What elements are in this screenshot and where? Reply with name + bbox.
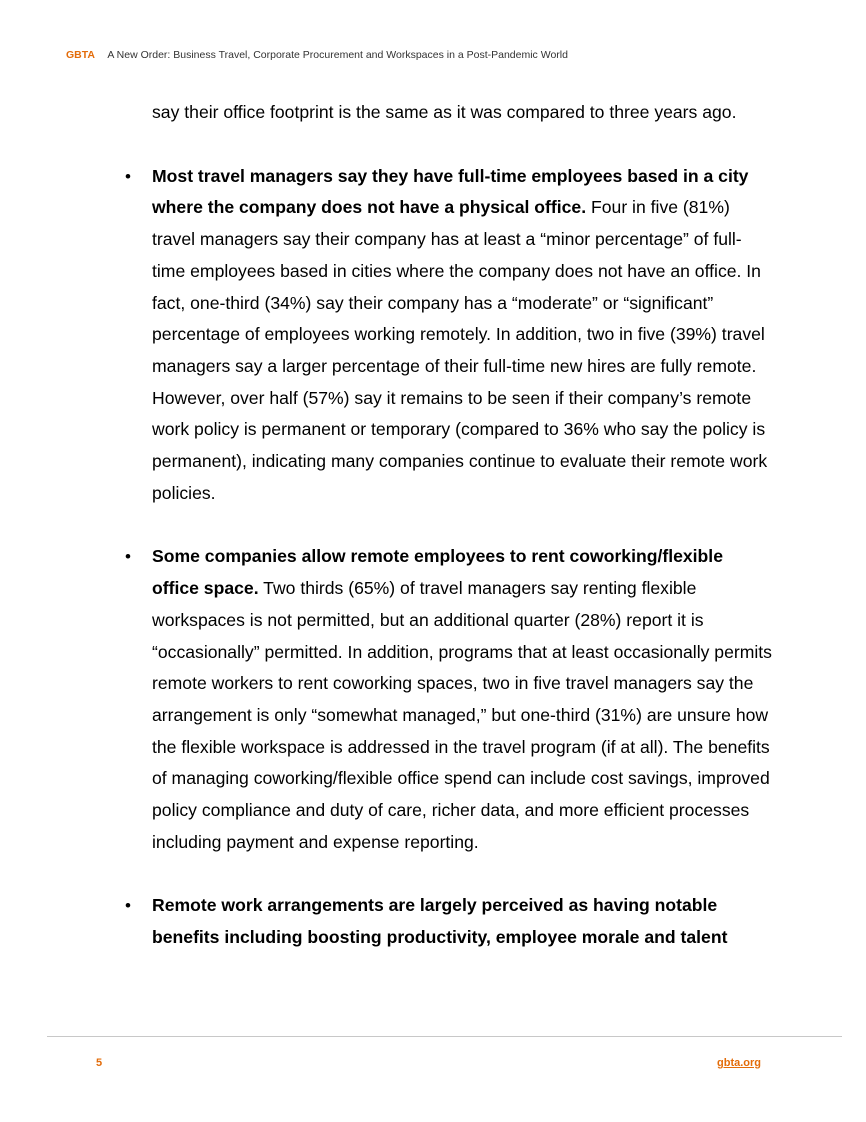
footer-divider xyxy=(47,1036,842,1037)
bullet-lead: Remote work arrangements are largely perceived as having notable benefits including boosting productivity, employee morale and talent xyxy=(152,895,728,948)
list-item xyxy=(125,541,772,858)
bullet-icon: • xyxy=(125,166,131,186)
bullet-lead: Most travel managers say they have full-time employees based in a city where the company does not have a physical office. xyxy=(152,165,749,218)
header-brand: GBTA xyxy=(66,49,95,61)
document-body xyxy=(125,97,772,986)
bullet-lead: Some companies allow remote employees to rent coworking/flexible office space. xyxy=(152,546,723,599)
list-item xyxy=(125,161,772,510)
bullet-body: Two thirds (65%) of travel managers say renting flexible workspaces is not permitted, but an additional quarter (28%) report it is “occasionally” permitted. In addition, programs that at least occasionally permits remote workers to rent coworking spaces, two in five travel managers say the arrangement is only “somewhat managed,” but one-third (31%) are unsure how the flexible workspace is addressed in the travel program (if at all). The benefits of managing coworking/flexible office spend can include cost savings, improved policy compliance and duty of care, richer data, and more efficient processes including payment and expense reporting. xyxy=(152,578,772,852)
bullet-list xyxy=(125,161,772,954)
footer-site-link[interactable]: gbta.org xyxy=(717,1057,761,1069)
bullet-icon: • xyxy=(125,547,131,567)
page-number: 5 xyxy=(96,1057,103,1069)
bullet-icon: • xyxy=(125,896,131,916)
page-header xyxy=(66,49,568,61)
list-item xyxy=(125,890,772,953)
continuation-paragraph: say their office footprint is the same as it was compared to three years ago. xyxy=(152,102,737,122)
header-title: A New Order: Business Travel, Corporate Procurement and Workspaces in a Post-Pandemic World xyxy=(107,49,568,61)
bullet-body: Four in five (81%) travel managers say their company has at least a “minor percentage” of full-time employees based in cities where the company does not have an office. In fact, one-third (34%) say their company has a “moderate” or “significant” percentage of employees working remotely. In addition, two in five (39%) travel managers say a larger percentage of their full-time new hires are fully remote. However, over half (57%) say it remains to be seen if their company’s remote work policy is permanent or temporary (compared to 36% who say the policy is permanent), indicating many companies continue to evaluate their remote work policies. xyxy=(152,197,768,503)
